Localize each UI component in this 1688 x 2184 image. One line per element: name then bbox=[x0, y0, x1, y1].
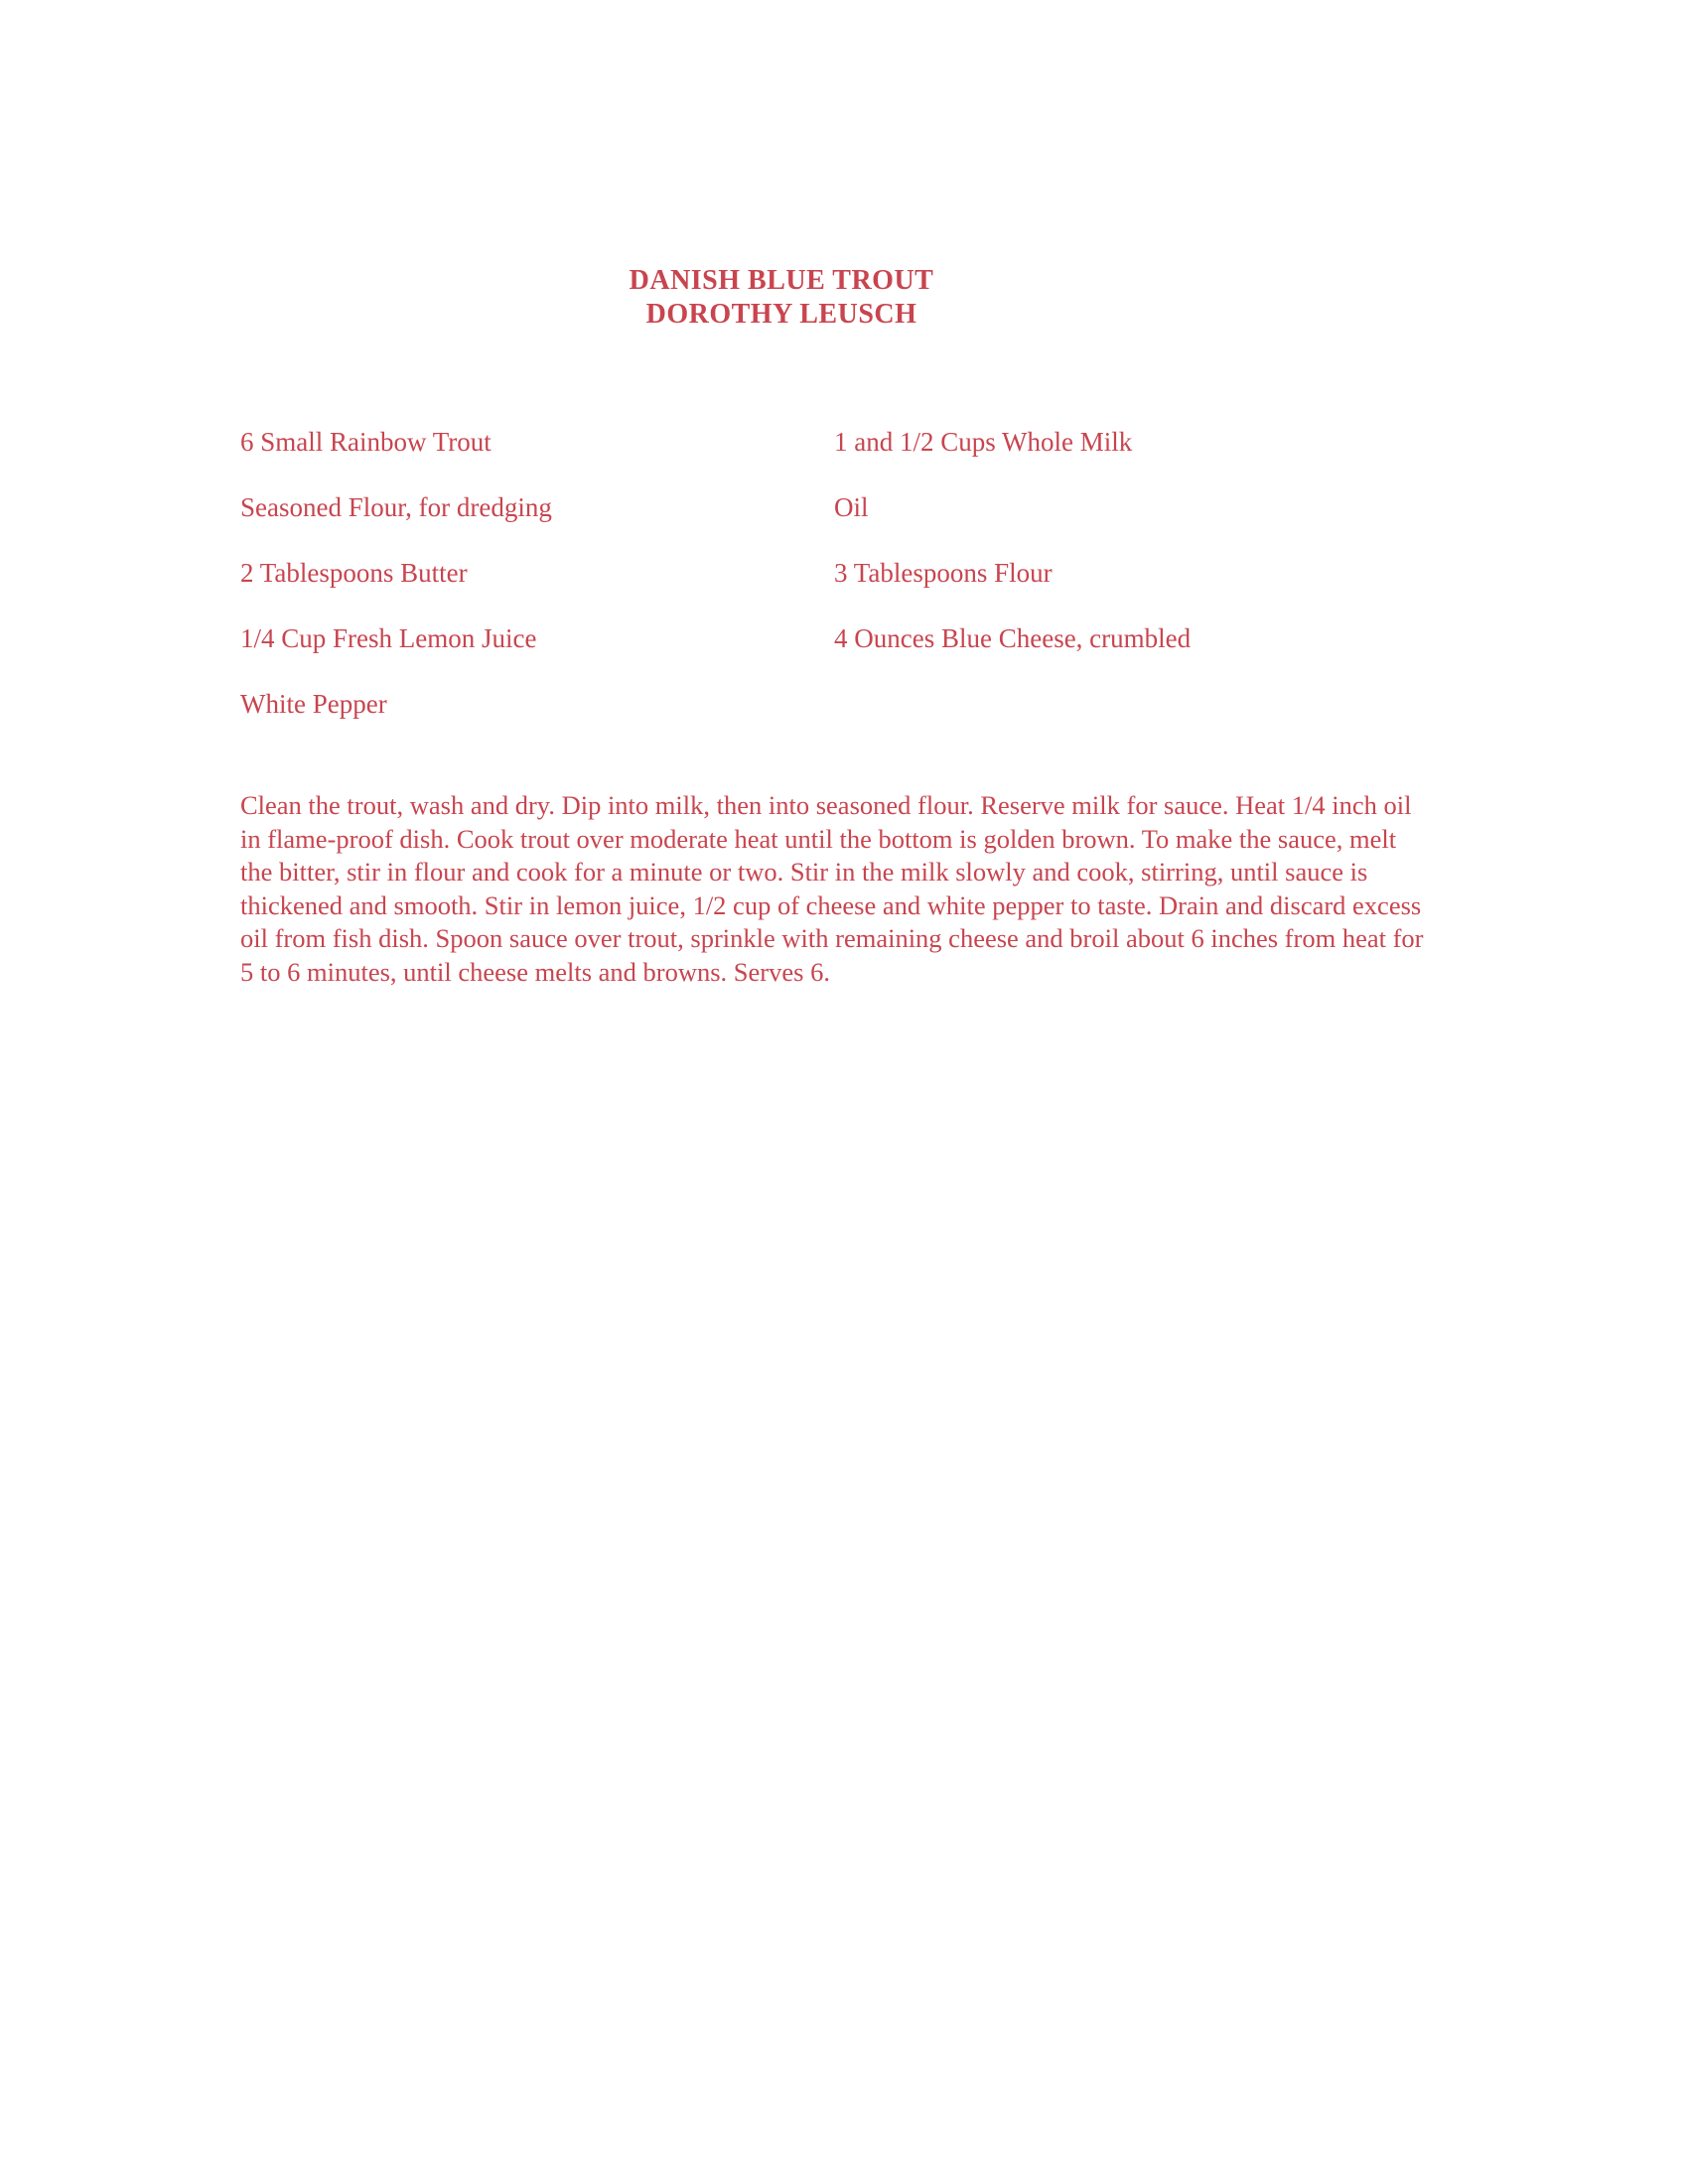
title-block bbox=[0, 264, 1563, 332]
ingredient-item: Oil bbox=[834, 492, 869, 522]
ingredient-item: 3 Tablespoons Flour bbox=[834, 558, 1053, 588]
ingredient-item: White Pepper bbox=[240, 689, 387, 719]
recipe-title: DANISH BLUE TROUT bbox=[629, 265, 934, 296]
ingredient-row bbox=[240, 623, 1432, 689]
recipe-author: DOROTHY LEUSCH bbox=[645, 299, 917, 330]
ingredient-item: 2 Tablespoons Butter bbox=[240, 558, 468, 588]
ingredient-item: 6 Small Rainbow Trout bbox=[240, 427, 492, 457]
ingredient-item: Seasoned Flour, for dredging bbox=[240, 492, 552, 522]
ingredient-item: 4 Ounces Blue Cheese, crumbled bbox=[834, 623, 1192, 653]
ingredients-list bbox=[240, 427, 1432, 754]
recipe-instructions: Clean the trout, wash and dry. Dip into milk, then into seasoned flour. Reserve milk for sauce. Heat 1/4 inch oil in flame-proof dish. Cook trout over moderate heat until the bottom is golden brown. To make the sauce, melt the bitter, stir in flour and cook for a minute or two. Stir in the milk slowly and cook, stirring, until sauce is thickened and smooth. Stir in lemon juice, 1/2 cup of cheese and white pepper to taste. Drain and discard excess oil from fish dish. Spoon sauce over trout, sprinkle with remaining cheese and broil about 6 inches from heat for 5 to 6 minutes, until cheese melts and browns. Serves 6. bbox=[240, 790, 1424, 987]
ingredient-row bbox=[240, 558, 1432, 623]
ingredient-row bbox=[240, 689, 1432, 754]
ingredient-row bbox=[240, 492, 1432, 558]
ingredient-item: 1 and 1/2 Cups Whole Milk bbox=[834, 427, 1133, 457]
ingredient-item: 1/4 Cup Fresh Lemon Juice bbox=[240, 623, 537, 653]
ingredient-row bbox=[240, 427, 1432, 492]
